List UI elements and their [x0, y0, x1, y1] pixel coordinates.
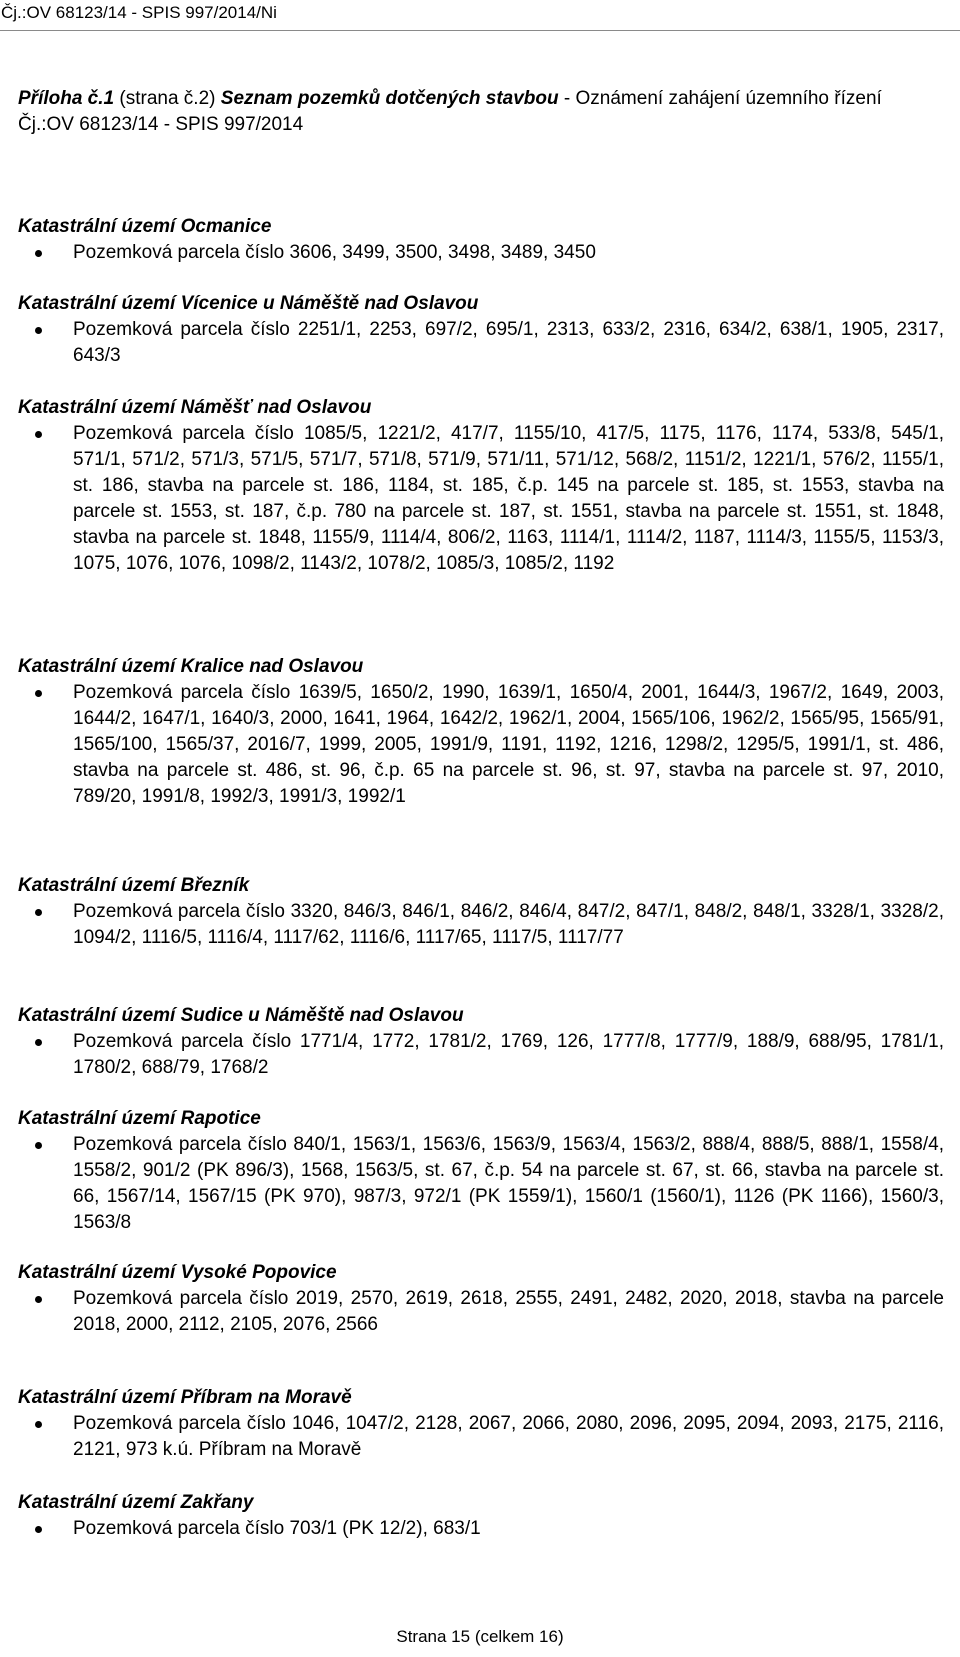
section-heading-prefix: Katastrální území [18, 397, 181, 418]
parcel-numbers: Pozemková parcela číslo 1046, 1047/2, 2128, 2067, 2066, 2080, 2096, 2095, 2094, 2093, 2175, 2116, 2121, 973 k.ú. Příbram na Moravě [73, 1413, 944, 1460]
section-heading [18, 1385, 944, 1411]
parcel-numbers: Pozemková parcela číslo 840/1, 1563/1, 1563/6, 1563/9, 1563/4, 1563/2, 888/4, 888/5, 888/1, 1558/4, 1558/2, 901/2 (PK 896/3), 1568, 1563/5, st. 67, č.p. 54 na parcele st. 67, st. 66, stavba na parcele st. 66, 1567/14, 1567/15 (PK 970), 987/3, 972/1 (PK 1559/1), 1560/1 (1560/1), 1126 (PK 1166), 1560/3, 1563/8 [73, 1134, 944, 1233]
parcel-list [18, 240, 944, 266]
document-title [18, 86, 942, 138]
list-item [18, 899, 944, 951]
parcel-numbers: Pozemková parcela číslo 2251/1, 2253, 697/2, 695/1, 2313, 633/2, 2316, 634/2, 638/1, 1905, 2317, 643/3 [73, 319, 944, 366]
bullet-icon [35, 1421, 42, 1428]
parcel-numbers: Pozemková parcela číslo 1085/5, 1221/2, 417/7, 1155/10, 417/5, 1175, 1176, 1174, 533/8, 545/1, 571/1, 571/2, 571/3, 571/5, 571/7, 571/8, 571/9, 571/11, 571/12, 568/2, 1151/2, 1221/1, 576/2, 1155/1, st. 186, stavba na parcele st. 186, 1184, st. 185, č.p. 145 na parcele st. 185, st. 1553, stavba na parcele st. 1553, st. 187, č.p. 780 na parcele st. 187, st. 1551, stavba na parcele st. 1551, st. 1848, stavba na parcele st. 1848, 1155/9, 1114/4, 806/2, 1163, 1114/1, 1114/2, 1187, 1114/3, 1155/5, 1153/3, 1075, 1076, 1076, 1098/2, 1143/2, 1078/2, 1085/3, 1085/2, 1192 [73, 423, 944, 574]
bullet-icon [35, 909, 42, 916]
parcel-numbers: Pozemková parcela číslo 3320, 846/3, 846/1, 846/2, 846/4, 847/2, 847/1, 848/2, 848/1, 3328/1, 3328/2, 1094/2, 1116/5, 1116/4, 1117/62, 1116/6, 1117/65, 1117/5, 1117/77 [73, 901, 944, 948]
parcel-numbers: Pozemková parcela číslo 1771/4, 1772, 1781/2, 1769, 126, 1777/8, 1777/9, 188/9, 688/95, 1781/1, 1780/2, 688/79, 1768/2 [73, 1031, 944, 1078]
parcel-list [18, 899, 944, 951]
section-heading [18, 291, 944, 317]
list-item [18, 1029, 944, 1081]
list-item [18, 1132, 944, 1236]
parcel-list [18, 1411, 944, 1463]
section-heading-name: Sudice u Náměště nad Oslavou [180, 1005, 464, 1026]
cadastral-section-pribram [18, 1385, 944, 1463]
parcel-list [18, 1516, 944, 1542]
parcel-numbers: Pozemková parcela číslo 703/1 (PK 12/2), 683/1 [73, 1518, 481, 1539]
cadastral-section-namest [18, 395, 944, 577]
bullet-icon [35, 327, 42, 334]
section-heading-name: Příbram na Moravě [180, 1387, 352, 1408]
bullet-icon [35, 1526, 42, 1533]
list-item [18, 317, 944, 369]
title-subtitle: - Oznámení zahájení územního řízení Čj.:OV 68123/14 - SPIS 997/2014 [18, 88, 882, 135]
parcel-numbers: Pozemková parcela číslo 3606, 3499, 3500, 3498, 3489, 3450 [73, 242, 596, 263]
list-item [18, 680, 944, 810]
section-heading-name: Náměšť nad Oslavou [180, 397, 372, 418]
cadastral-section-zakrany [18, 1490, 944, 1542]
page-number-footer: Strana 15 (celkem 16) [396, 1627, 564, 1646]
attachment-label: Příloha č.1 [18, 88, 115, 109]
section-heading-name: Vícenice u Náměště nad Oslavou [180, 293, 479, 314]
section-heading [18, 1003, 944, 1029]
section-heading-prefix: Katastrální území [18, 216, 181, 237]
section-heading [18, 654, 944, 680]
bullet-icon [35, 1296, 42, 1303]
section-heading-prefix: Katastrální území [18, 656, 181, 677]
section-heading-prefix: Katastrální území [18, 1387, 181, 1408]
section-heading [18, 214, 944, 240]
section-heading-name: Zakřany [180, 1492, 254, 1513]
bullet-icon [35, 250, 42, 257]
cadastral-section-vysoke-popovice [18, 1260, 944, 1338]
parcel-list [18, 1029, 944, 1081]
section-heading [18, 1260, 944, 1286]
list-item [18, 1286, 944, 1338]
section-heading-name: Vysoké Popovice [180, 1262, 337, 1283]
section-heading-name: Ocmanice [180, 216, 272, 237]
header-divider [0, 30, 960, 31]
list-title: Seznam pozemků dotčených stavbou [220, 88, 559, 109]
section-heading-name: Kralice nad Oslavou [180, 656, 364, 677]
section-heading-prefix: Katastrální území [18, 1262, 181, 1283]
page-note: (strana č.2) [114, 88, 221, 109]
bullet-icon [35, 690, 42, 697]
cadastral-section-kralice [18, 654, 944, 810]
section-heading-prefix: Katastrální území [18, 1492, 181, 1513]
bullet-icon [35, 1039, 42, 1046]
parcel-list [18, 1132, 944, 1236]
section-heading-name: Březník [180, 875, 250, 896]
list-item [18, 240, 944, 266]
parcel-list [18, 1286, 944, 1338]
parcel-list [18, 317, 944, 369]
bullet-icon [35, 431, 42, 438]
section-heading-prefix: Katastrální území [18, 293, 181, 314]
parcel-list [18, 421, 944, 577]
cadastral-section-vicenice [18, 291, 944, 369]
section-heading [18, 395, 944, 421]
cadastral-section-sudice [18, 1003, 944, 1081]
cadastral-section-rapotice [18, 1106, 944, 1236]
parcel-numbers: Pozemková parcela číslo 1639/5, 1650/2, 1990, 1639/1, 1650/4, 2001, 1644/3, 1967/2, 1649, 2003, 1644/2, 1647/1, 1640/3, 2000, 1641, 1964, 1642/2, 1962/1, 2004, 1565/106, 1962/2, 1565/95, 1565/91, 1565/100, 1565/37, 2016/7, 1999, 2005, 1991/9, 1191, 1192, 1216, 1298/2, 1295/5, 1991/1, st. 486, stavba na parcele st. 486, st. 96, č.p. 65 na parcele st. 96, st. 97, stavba na parcele st. 97, 2010, 789/20, 1991/8, 1992/3, 1991/3, 1992/1 [73, 682, 944, 807]
list-item [18, 1411, 944, 1463]
document-reference-header: Čj.:OV 68123/14 - SPIS 997/2014/Ni [1, 3, 277, 22]
section-heading [18, 873, 944, 899]
parcel-numbers: Pozemková parcela číslo 2019, 2570, 2619, 2618, 2555, 2491, 2482, 2020, 2018, stavba na parcele 2018, 2000, 2112, 2105, 2076, 2566 [73, 1288, 944, 1335]
cadastral-section-ocmanice [18, 214, 944, 266]
bullet-icon [35, 1142, 42, 1149]
cadastral-section-breznik [18, 873, 944, 951]
section-heading-name: Rapotice [180, 1108, 261, 1129]
section-heading-prefix: Katastrální území [18, 875, 181, 896]
section-heading [18, 1490, 944, 1516]
section-heading [18, 1106, 944, 1132]
list-item [18, 1516, 944, 1542]
section-heading-prefix: Katastrální území [18, 1108, 181, 1129]
section-heading-prefix: Katastrální území [18, 1005, 181, 1026]
parcel-list [18, 680, 944, 810]
list-item [18, 421, 944, 577]
